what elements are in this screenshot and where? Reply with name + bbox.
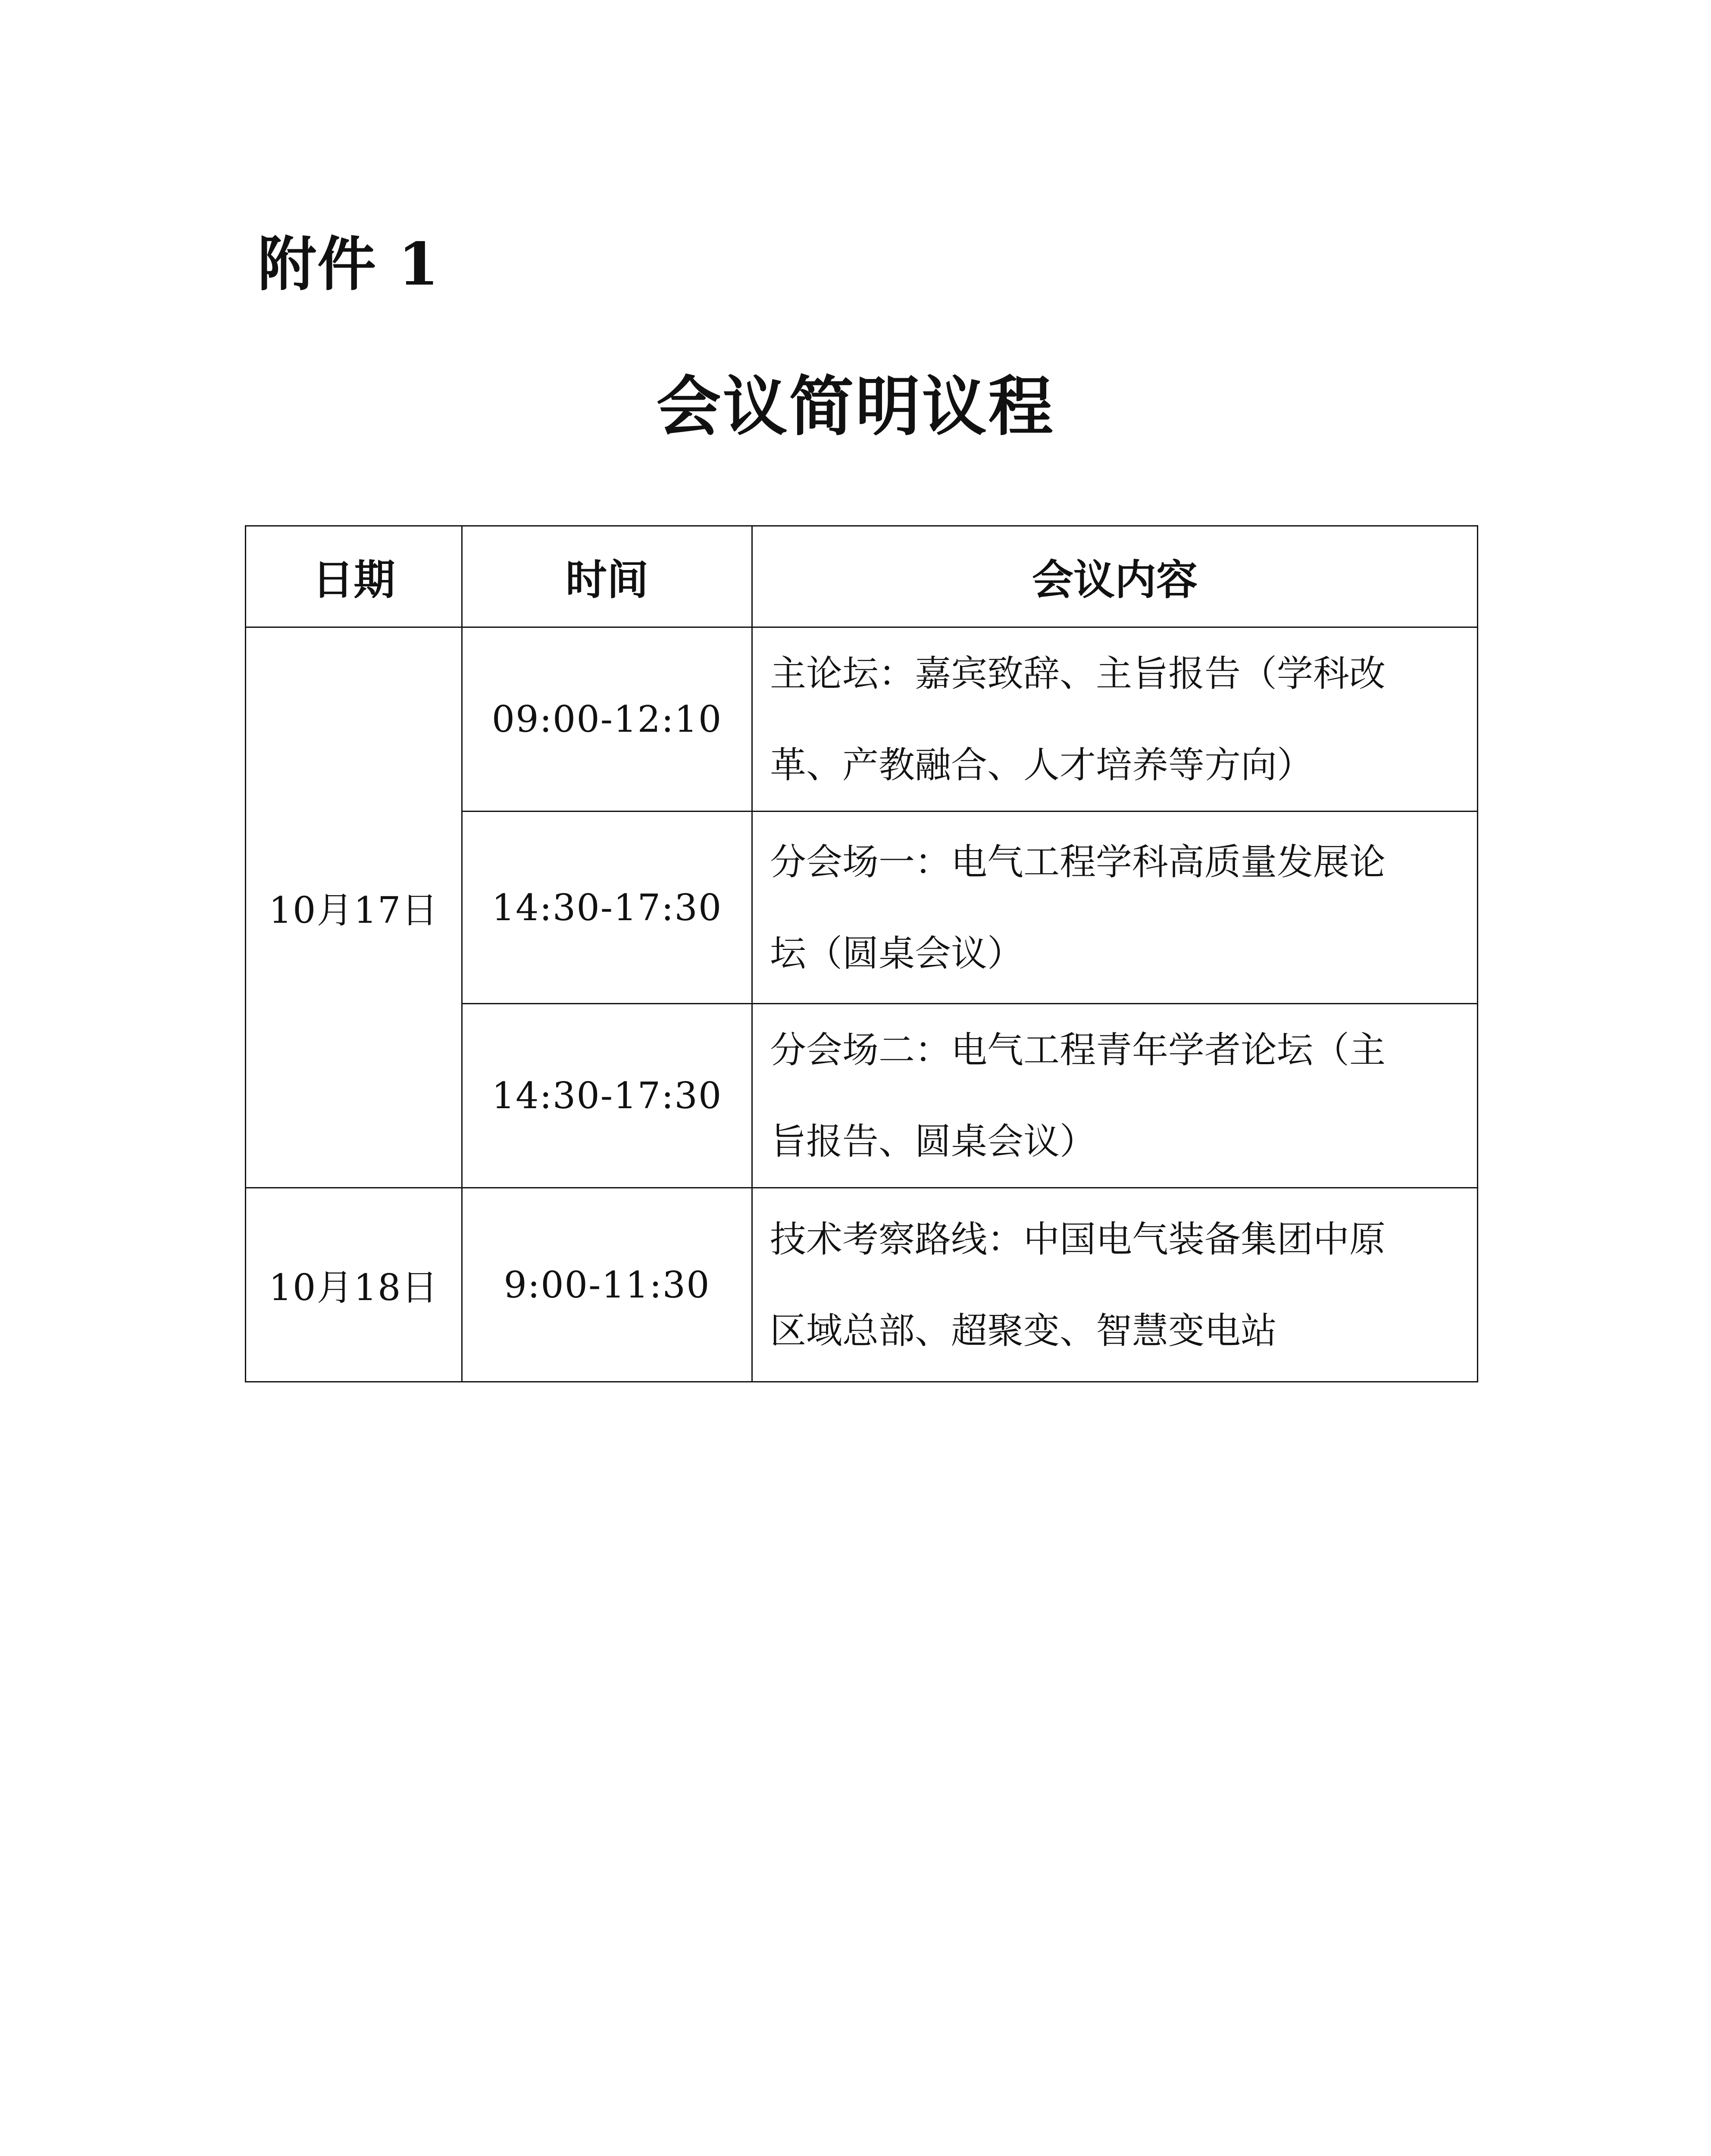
content-cell: [752, 627, 1478, 812]
column-header-date: 日期: [246, 526, 462, 627]
column-header-content: 会议内容: [752, 526, 1478, 627]
content-line: 主论坛：嘉宾致辞、主旨报告（学科改: [770, 652, 1386, 695]
time-cell: 9:00-11:30: [462, 1188, 752, 1382]
time-cell: 14:30-17:30: [462, 812, 752, 1004]
content-line: 旨报告、圆桌会议）: [770, 1120, 1096, 1163]
date-cell: 10月17日: [246, 627, 462, 1188]
column-header-time: 时间: [462, 526, 752, 627]
content-line: 坛（圆桌会议）: [770, 932, 1024, 975]
content-line: 技术考察路线：中国电气装备集团中原: [770, 1218, 1386, 1260]
table-header-row: [246, 526, 1478, 627]
content-line: 分会场一：电气工程学科高质量发展论: [770, 840, 1386, 883]
attachment-label: 附件 1: [258, 230, 440, 299]
content-cell: [752, 1188, 1478, 1382]
content-line: 革、产教融合、人才培养等方向）: [770, 744, 1314, 786]
table-row: [246, 1188, 1478, 1382]
date-cell: 10月18日: [246, 1188, 462, 1382]
document-title: 会议简明议程: [656, 369, 1055, 445]
content-cell: [752, 812, 1478, 1004]
agenda-table: [245, 525, 1478, 1382]
content-cell: [752, 1004, 1478, 1188]
time-cell: 14:30-17:30: [462, 1004, 752, 1188]
time-cell: 09:00-12:10: [462, 627, 752, 812]
content-line: 分会场二：电气工程青年学者论坛（主: [770, 1029, 1386, 1071]
content-line: 区域总部、超聚变、智慧变电站: [770, 1309, 1277, 1352]
table-row: [246, 627, 1478, 812]
